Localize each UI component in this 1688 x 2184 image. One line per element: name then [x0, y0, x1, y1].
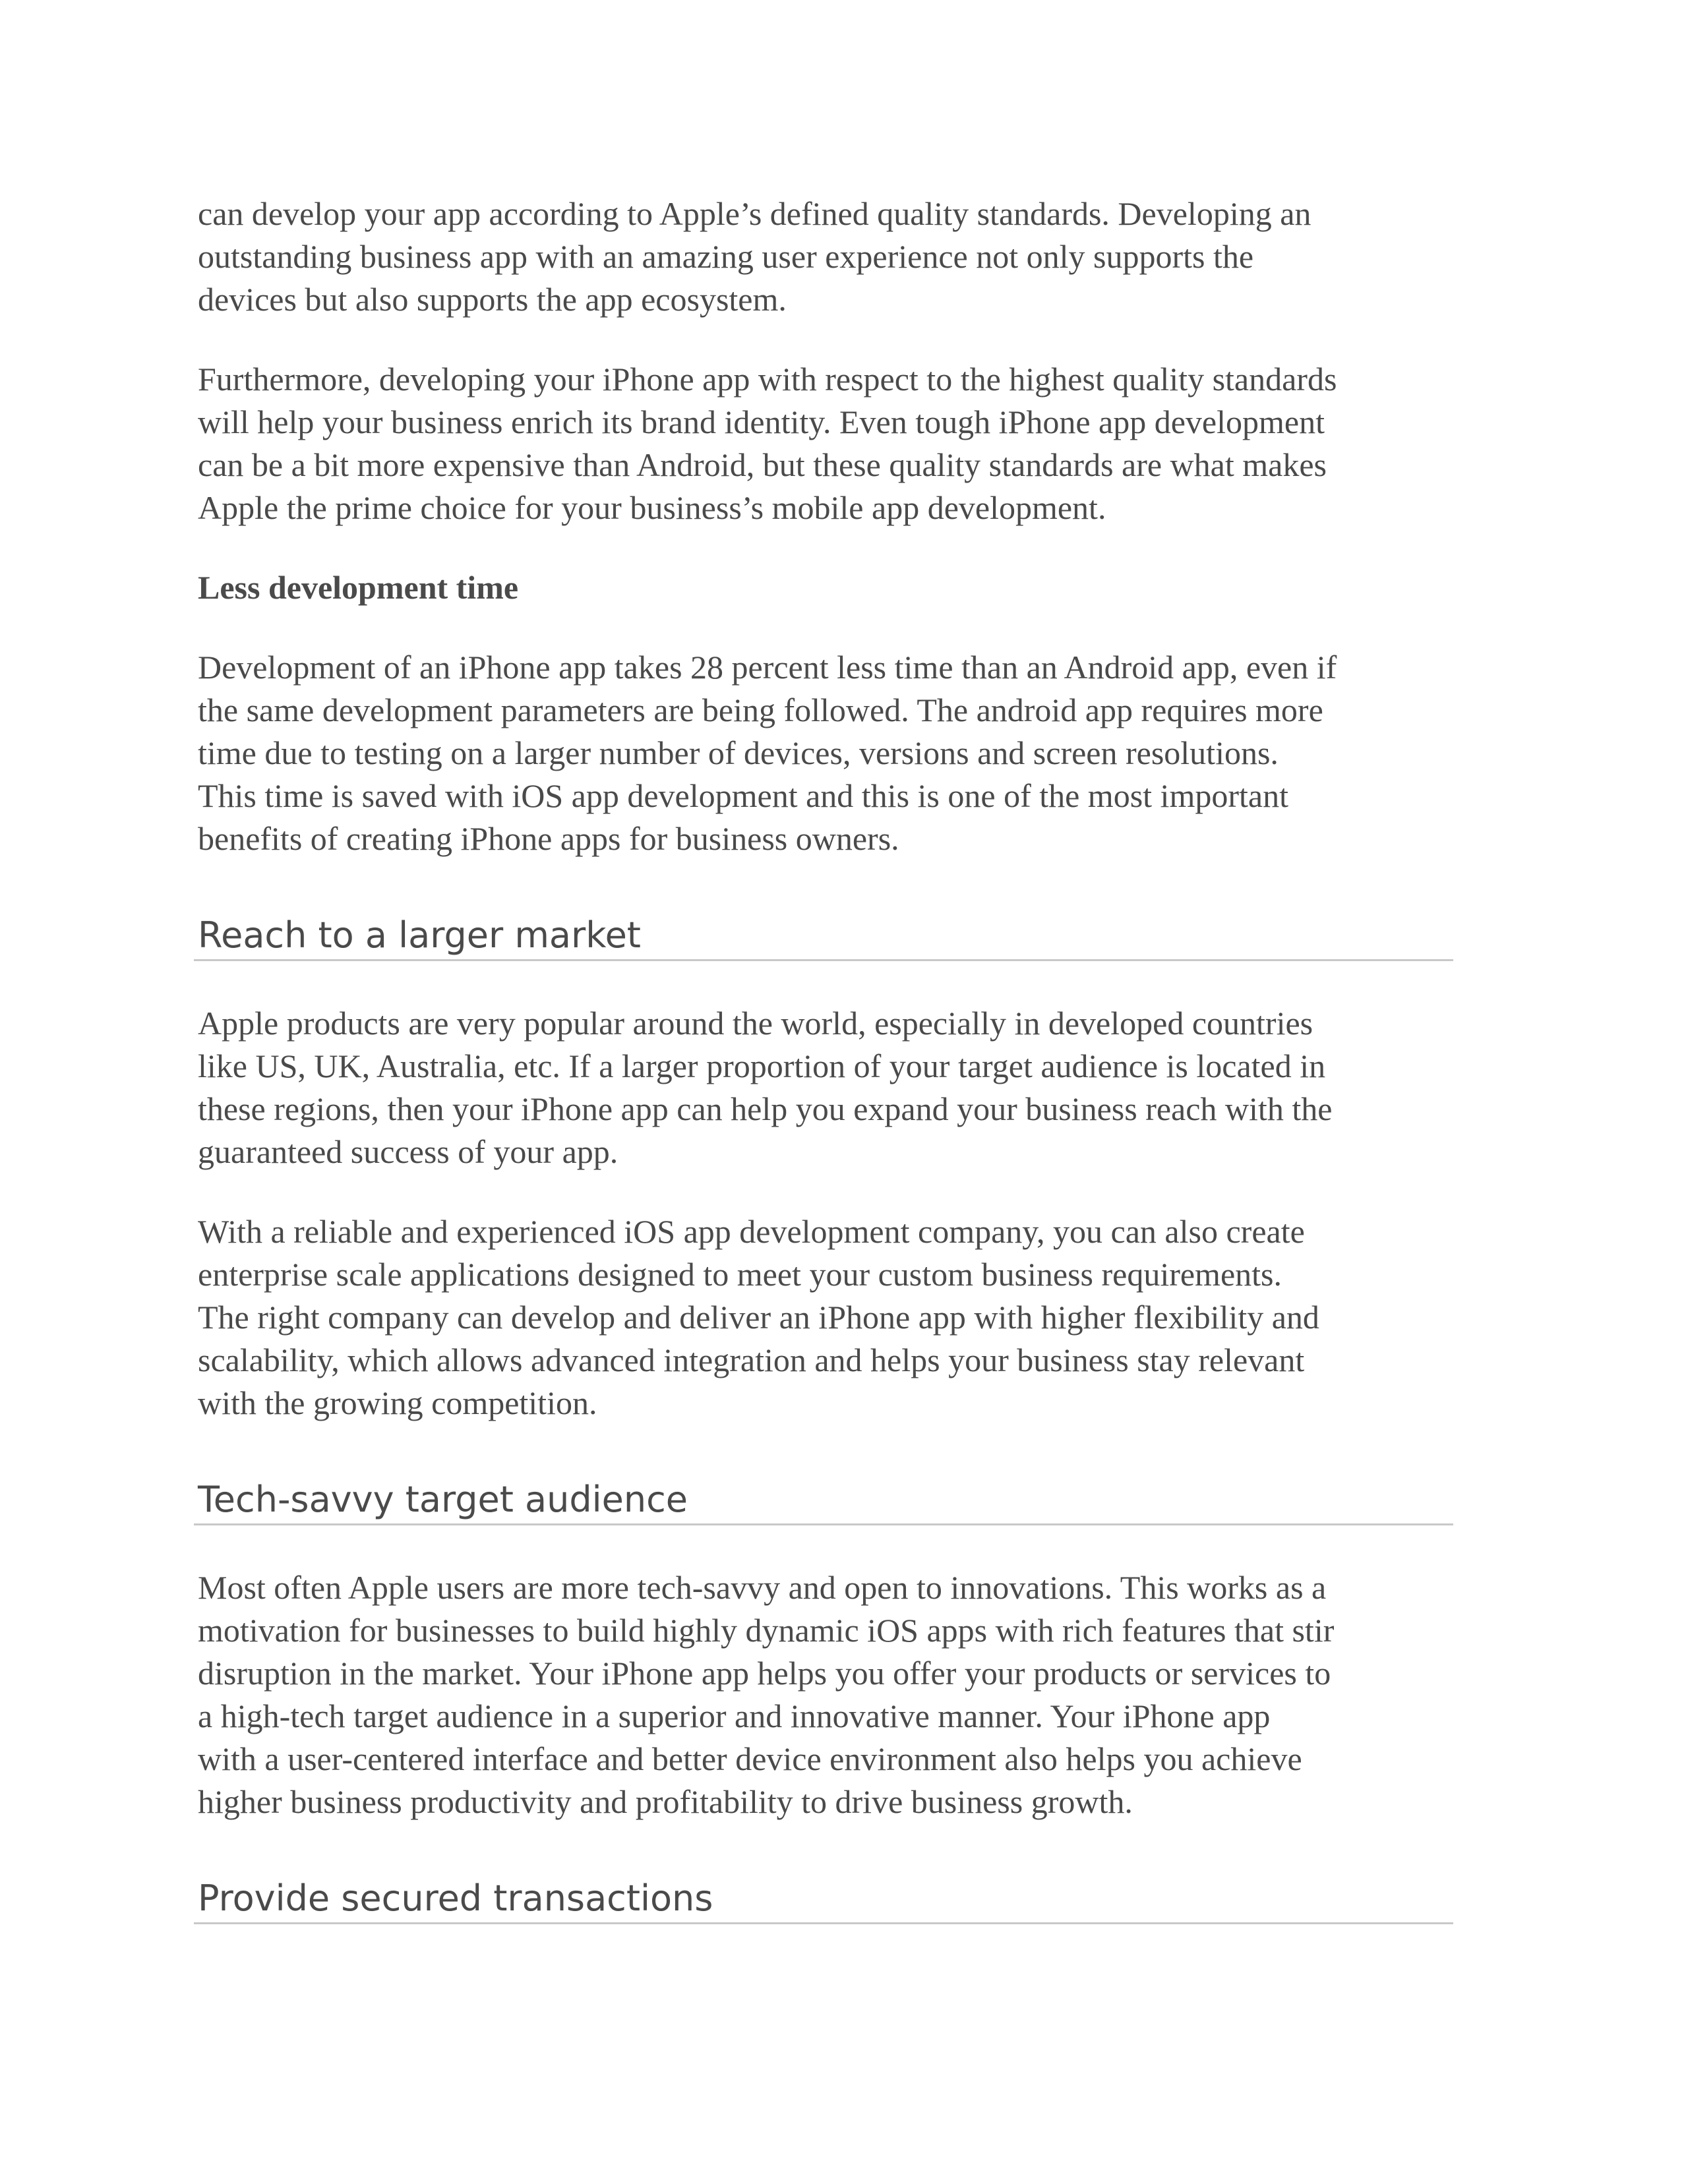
paragraph-development-time	[198, 646, 1484, 860]
text-line: motivation for businesses to build highly dynamic iOS apps with rich features that stir	[198, 1612, 1335, 1649]
heading-secured-transactions: Provide secured transactions	[194, 1876, 1453, 1924]
text-line: Most often Apple users are more tech-savvy and open to innovations. This works as a	[198, 1569, 1327, 1606]
text-line: benefits of creating iPhone apps for business owners.	[198, 820, 899, 857]
text-line: The right company can develop and deliver an iPhone app with higher flexibility and	[198, 1299, 1319, 1336]
text-line: With a reliable and experienced iOS app development company, you can also create	[198, 1213, 1305, 1250]
paragraph-tech-savvy	[198, 1566, 1484, 1823]
paragraph-apple-popularity	[198, 1002, 1484, 1173]
text-line: guaranteed success of your app.	[198, 1133, 618, 1170]
text-line: a high-tech target audience in a superior and innovative manner. Your iPhone app	[198, 1697, 1271, 1734]
text-line: Furthermore, developing your iPhone app with respect to the highest quality standards	[198, 361, 1337, 398]
document-body	[198, 192, 1484, 1965]
text-line: will help your business enrich its brand identity. Even tough iPhone app development	[198, 403, 1325, 440]
heading-tech-savvy-audience: Tech-savvy target audience	[194, 1477, 1453, 1525]
paragraph-brand-identity	[198, 358, 1484, 529]
text-line: can be a bit more expensive than Android, but these quality standards are what makes	[198, 446, 1327, 483]
text-line: Development of an iPhone app takes 28 percent less time than an Android app, even if	[198, 649, 1337, 686]
text-line: the same development parameters are being followed. The android app requires more	[198, 692, 1323, 728]
text-line: scalability, which allows advanced integration and helps your business stay relevant	[198, 1342, 1305, 1378]
text-line: with a user-centered interface and better device environment also helps you achieve	[198, 1740, 1302, 1777]
paragraph-enterprise-apps	[198, 1210, 1484, 1425]
text-line: enterprise scale applications designed to meet your custom business requirements.	[198, 1256, 1282, 1293]
paragraph-quality-standards	[198, 192, 1484, 321]
heading-reach-larger-market: Reach to a larger market	[194, 913, 1453, 961]
text-line: Apple the prime choice for your business’s mobile app development.	[198, 489, 1106, 526]
text-line: devices but also supports the app ecosystem.	[198, 281, 787, 318]
text-line: outstanding business app with an amazing user experience not only supports the	[198, 238, 1254, 275]
text-line: disruption in the market. Your iPhone app helps you offer your products or services to	[198, 1655, 1331, 1692]
text-line: can develop your app according to Apple’s defined quality standards. Developing an	[198, 195, 1311, 232]
text-line: with the growing competition.	[198, 1384, 597, 1421]
text-line: Apple products are very popular around the world, especially in developed countries	[198, 1005, 1313, 1042]
subheading-less-development-time: Less development time	[198, 569, 519, 606]
text-line: like US, UK, Australia, etc. If a larger proportion of your target audience is located in	[198, 1048, 1326, 1084]
text-line: higher business productivity and profitability to drive business growth.	[198, 1783, 1133, 1820]
text-line: these regions, then your iPhone app can help you expand your business reach with the	[198, 1090, 1333, 1127]
text-line: This time is saved with iOS app development and this is one of the most important	[198, 777, 1288, 814]
text-line: time due to testing on a larger number of devices, versions and screen resolutions.	[198, 734, 1279, 771]
